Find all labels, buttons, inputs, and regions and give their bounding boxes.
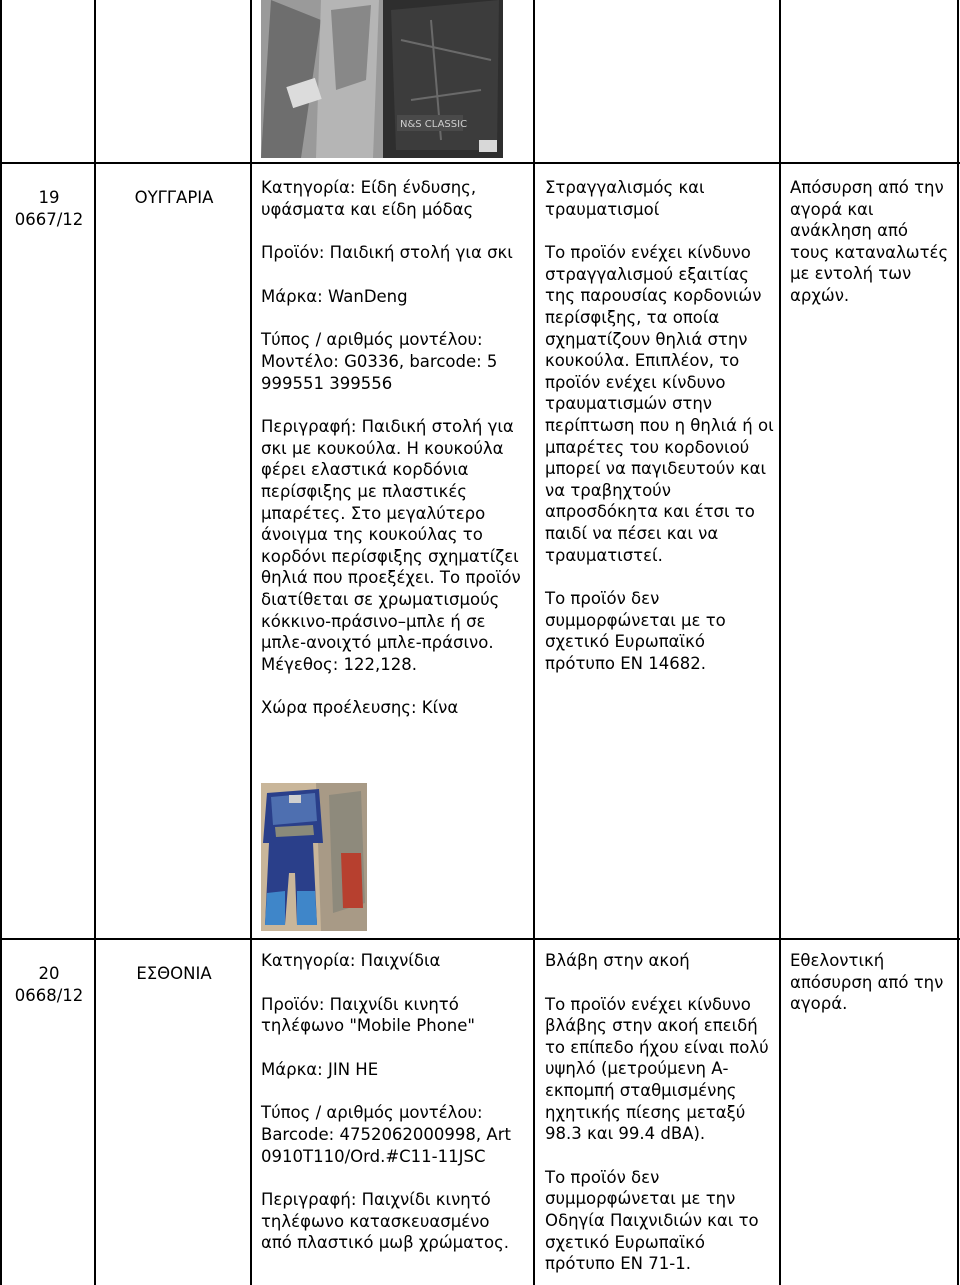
row-number-cell [6, 187, 92, 230]
product-photo-jacket [261, 0, 503, 158]
risk-description: Το προϊόν ενέχει κίνδυνο στραγγαλισμού εξαιτίας της παρουσίας κορδονιών περίσφιξης, τα οποία σχηματίζουν θηλιά στην κουκούλα. Επιπλέον, το προϊόν ενέχει κίνδυνο τραυματισμών στην περίπτωση που η θηλιά ή οι μπαρέτες του κορδονιού μπορεί να παγιδευτούν και να τραβηχτούν απροσδόκητα και έτσι το παιδί να πέσει και να τραυματιστεί. [545, 243, 774, 565]
risk-type: Στραγγαλισμός και τραυματισμοί [545, 178, 705, 219]
country-cell [100, 963, 248, 985]
product-photo-ski-suits [261, 783, 367, 931]
country-name: ΟΥΓΓΑΡΙΑ [134, 188, 214, 207]
measures-text: Απόσυρση από την αγορά και ανάκληση από τους καταναλωτές με εντολή των αρχών. [790, 178, 949, 305]
product-model: Τύπος / αριθμός μοντέλου: Μοντέλο: G0336, barcode: 5 999551 399556 [261, 330, 498, 393]
column-divider [779, 0, 781, 1285]
measures-cell [790, 177, 950, 329]
row-reference: 0668/12 [14, 985, 84, 1005]
product-brand: Μάρκα: WanDeng [261, 286, 408, 306]
product-cell [261, 950, 523, 1254]
country-cell [100, 187, 248, 209]
risk-type: Βλάβη στην ακοή [545, 951, 690, 970]
row-number: 19 [38, 188, 60, 207]
product-category: Κατηγορία: Παιχνίδια [261, 951, 441, 970]
product-brand: Μάρκα: JIN HE [261, 1059, 379, 1079]
row-number: 20 [38, 964, 60, 983]
product-name: Προϊόν: Παιχνίδι κινητό τηλέφωνο "Mobile Phone" [261, 994, 475, 1036]
product-description: Περιγραφή: Παιδική στολή για σκι με κουκούλα. Η κουκούλα φέρει ελαστικά κορδόνια περίσφιξης με πλαστικές μπαρέτες. Στο μεγαλύτερο άνοιγμα της κουκούλας το κορδόνι περίσφιξης σχηματίζει θηλιά που προεξέχει. Το προϊόν διατίθεται σε χρωματισμούς κόκκινο-πράσινο–μπλε ή σε μπλε-ανοιχτό μπλε-πράσινο. Μέγεθος: 122,128. [261, 417, 521, 674]
photo-logo-text: N&S CLASSIC [400, 119, 468, 130]
risk-compliance: Το προϊόν δεν συμμορφώνεται με το σχετικό Ευρωπαϊκό πρότυπο EN 14682. [545, 589, 726, 673]
product-cell [261, 177, 523, 741]
risk-compliance: Το προϊόν δεν συμμορφώνεται με την Οδηγία Παιχνιδιών και το σχετικό Ευρωπαϊκό πρότυπο EN 71-1. [545, 1167, 759, 1274]
product-origin: Χώρα προέλευσης: Κίνα [261, 698, 459, 718]
product-category: Κατηγορία: Είδη ένδυσης, υφάσματα και είδη μόδας [261, 178, 477, 219]
country-name: ΕΣΘΟΝΙΑ [136, 964, 212, 983]
table-border-left [0, 0, 2, 1285]
product-description: Περιγραφή: Παιχνίδι κινητό τηλέφωνο κατασκευασμένο από πλαστικό μωβ χρώματος. [261, 1190, 510, 1253]
column-divider [533, 0, 535, 1285]
row-number-cell [6, 963, 92, 1006]
row-reference: 0667/12 [14, 209, 84, 229]
measures-text: Εθελοντική απόσυρση από την αγορά. [790, 951, 944, 1014]
risk-cell [545, 950, 777, 1275]
row-divider [0, 162, 960, 164]
column-divider [250, 0, 252, 1285]
product-name: Προϊόν: Παιδική στολή για σκι [261, 243, 513, 263]
measures-cell [790, 950, 950, 1037]
table-border-right [957, 0, 959, 1285]
column-divider [94, 0, 96, 1285]
row-divider [0, 938, 960, 940]
product-model: Τύπος / αριθμός μοντέλου: Barcode: 4752062000998, Art 0910T110/Ord.#C11-11JSC [261, 1103, 511, 1166]
risk-description: Το προϊόν ενέχει κίνδυνο βλάβης στην ακοή επειδή το επίπεδο ήχου είναι πολύ υψηλό (μετρούμενη Α-εκπομπή σταθμισμένης ηχητικής πίεσης μεταξύ 98.3 και 99.4 dBA). [545, 994, 769, 1144]
risk-cell [545, 177, 777, 696]
